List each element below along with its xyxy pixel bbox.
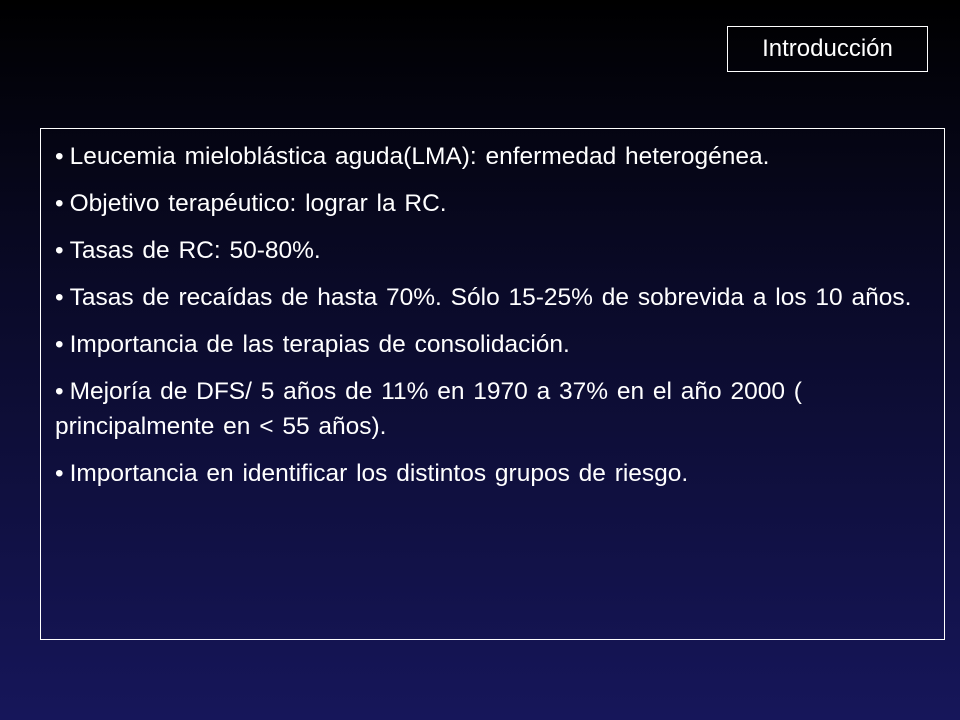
bullet-symbol: • — [55, 460, 64, 487]
bullet-symbol: • — [55, 190, 64, 217]
bullet-symbol: • — [55, 143, 64, 170]
bullet-symbol: • — [55, 378, 64, 405]
bullet-item — [55, 186, 930, 221]
bullet-symbol: • — [55, 237, 64, 264]
slide-title-box — [727, 26, 928, 72]
bullet-item — [55, 280, 930, 315]
bullet-item — [55, 139, 930, 174]
bullet-text: Tasas de recaídas de hasta 70%. Sólo 15-25% de sobrevida a los 10 años. — [69, 284, 912, 311]
bullet-text: Importancia de las terapias de consolidación. — [69, 331, 570, 358]
bullet-item — [55, 327, 930, 362]
bullet-text: Leucemia mieloblástica aguda(LMA): enfermedad heterogénea. — [69, 143, 770, 170]
bullet-item — [55, 456, 930, 491]
bullet-item — [55, 374, 930, 444]
bullet-text: Objetivo terapéutico: lograr la RC. — [69, 190, 447, 217]
bullet-symbol: • — [55, 331, 64, 358]
bullet-item — [55, 233, 930, 268]
bullet-text: Mejoría de DFS/ 5 años de 11% en 1970 a 37% en el año 2000 ( principalmente en < 55 años). — [55, 378, 802, 440]
bullet-symbol: • — [55, 284, 64, 311]
bullet-list — [40, 128, 945, 640]
bullet-text: Importancia en identificar los distintos grupos de riesgo. — [69, 460, 689, 487]
bullet-text: Tasas de RC: 50-80%. — [69, 237, 321, 264]
slide-title: Introducción — [762, 35, 893, 62]
